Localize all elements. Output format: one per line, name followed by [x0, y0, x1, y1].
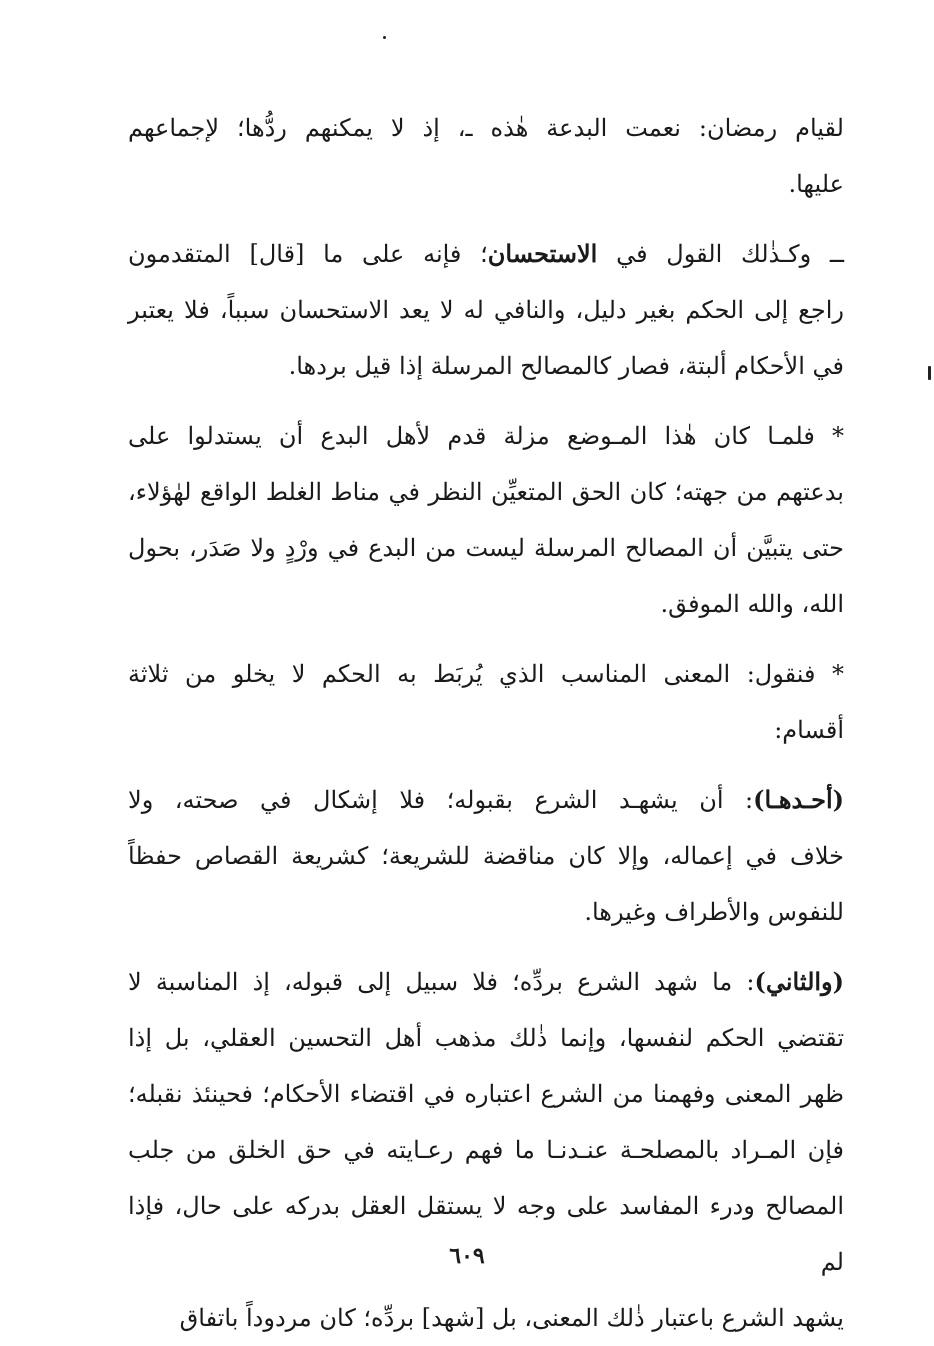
text-line: فإن المـراد بالمصلحـة عنـدنـا ما فهم رعـايته في حق الخلق من جلب — [128, 1136, 844, 1164]
text-line: حتى يتبيَّن أن المصالح المرسلة ليست من البدع في ورْدٍ ولا صَدَر، بحول — [128, 534, 844, 562]
page-number: ٦٠٩ — [449, 1243, 485, 1269]
paragraph — [128, 100, 844, 212]
text-line: ظهر المعنى وفهمنا من الشرع اعتباره في اقتضاء الأحكام؛ فحينئذ نقبله؛ — [128, 1080, 844, 1108]
text-line: في الأحكام ألبتة، فصار كالمصالح المرسلة إذا قيل بردها. — [288, 352, 844, 380]
text-line: تقتضي الحكم لنفسها، وإنما ذٰلك مذهب أهل التحسين العقلي، بل إذا — [128, 1024, 844, 1052]
paragraph-gap — [128, 394, 844, 408]
paragraph-gap — [128, 212, 844, 226]
text-line: عليها. — [788, 170, 844, 198]
paragraph — [128, 772, 844, 940]
text-line: ــ وكـذٰلك القول في الاستحسان؛ فإنه على ما [قال] المتقدمون — [128, 239, 844, 268]
paragraph — [128, 226, 844, 394]
text-line: راجع إلى الحكم بغير دليل، والنافي له لا يعد الاستحسان سبباً، فلا يعتبر — [128, 296, 844, 324]
paragraph-gap — [128, 758, 844, 772]
paragraph — [128, 954, 844, 1346]
paragraph-gap — [128, 940, 844, 954]
text-line: الله، والله الموفق. — [660, 590, 844, 618]
paragraph — [128, 408, 844, 632]
bold-term: الاستحسان — [487, 239, 598, 268]
scan-speck — [928, 366, 931, 380]
paragraph-gap — [128, 632, 844, 646]
bold-term: (والثاني) — [754, 967, 844, 996]
text-line: بدعتهم من جهته؛ كان الحق المتعيِّن النظر في مناط الغلط الواقع لهٰؤلاء، — [128, 478, 844, 506]
text-line: للنفوس والأطراف وغيرها. — [584, 898, 844, 926]
paragraph — [128, 646, 844, 758]
text-line: المصالح ودرء المفاسد على وجه لا يستقل العقل بدركه على حال، فإذا لم — [128, 1192, 844, 1276]
text-line: لقيام رمضان: نعمت البدعة هٰذه ـ، إذ لا يمكنهم ردُّها؛ لإجماعهم — [128, 114, 844, 142]
body-text — [128, 100, 844, 1346]
text-line: (والثاني): ما شهد الشرع بردِّه؛ فلا سبيل إلى قبوله، إذ المناسبة لا — [128, 967, 844, 996]
text-line: يشهد الشرع باعتبار ذٰلك المعنى، بل [شهد] بردِّه؛ كان مردوداً باتفاق — [179, 1304, 844, 1332]
text-line: * فلمـا كان هٰذا المـوضع مزلة قدم لأهل البدع أن يستدلوا على — [128, 422, 844, 450]
bold-term: (أحـدهـا) — [753, 785, 844, 814]
text-line: (أحـدهـا): أن يشهـد الشرع بقبوله؛ فلا إشكال في صحته، ولا — [128, 785, 844, 814]
text-line: * فنقول: المعنى المناسب الذي يُربَط به الحكم لا يخلو من ثلاثة — [128, 660, 845, 688]
text-line: أقسام: — [774, 716, 844, 744]
text-line: خلاف في إعماله، وإلا كان مناقضة للشريعة؛ كشريعة القصاص حفظاً — [128, 842, 844, 870]
scan-speck — [383, 36, 386, 39]
